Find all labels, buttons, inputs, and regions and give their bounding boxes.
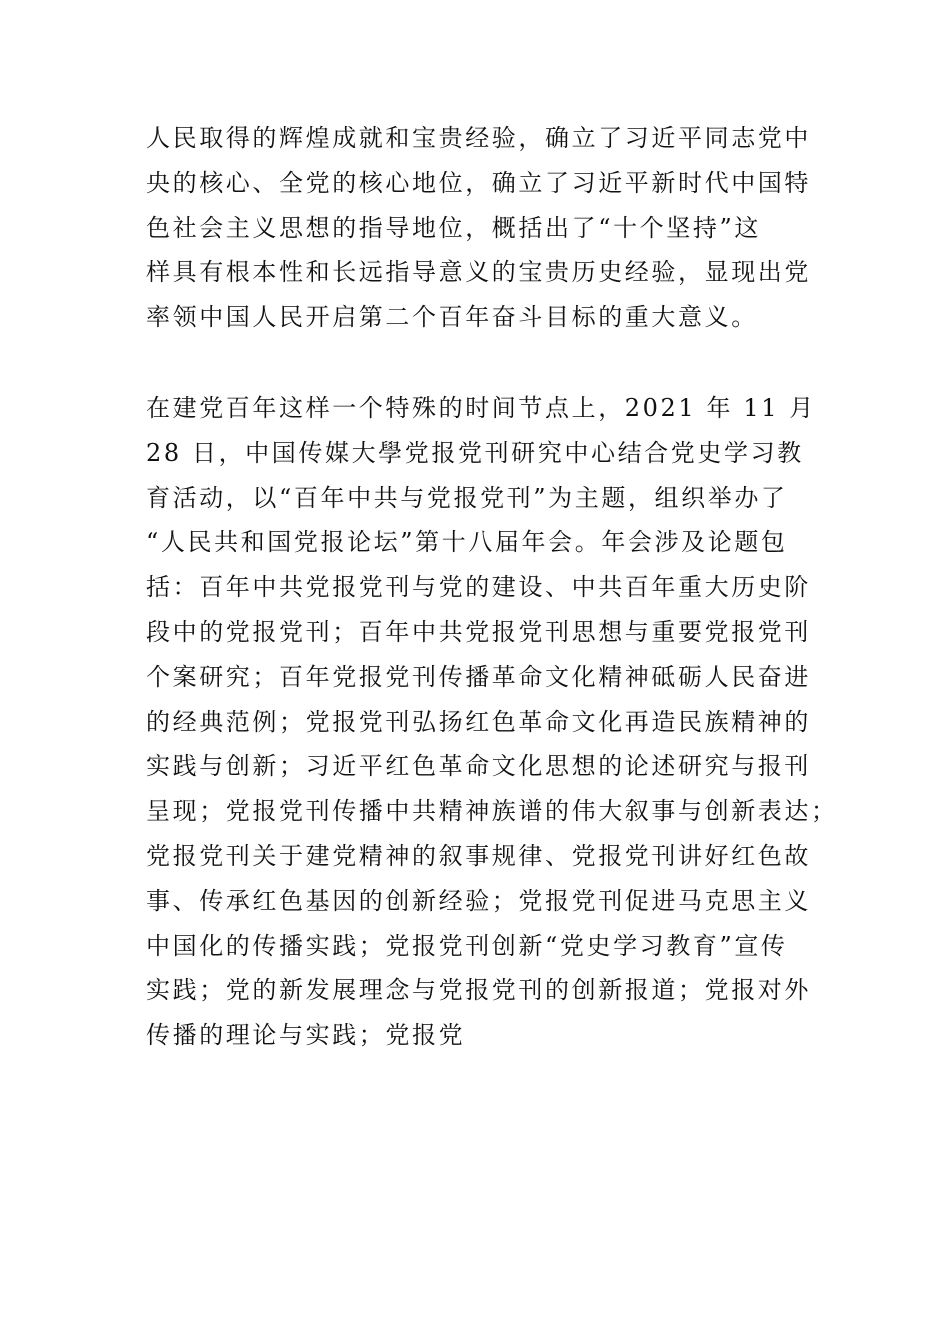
text-line: 28 日，中国传媒大學党报党刊研究中心结合党史学习教 (146, 438, 804, 467)
text-line: “人民共和国党报论坛”第十八届年会。年会涉及论题包 (146, 528, 788, 557)
text-line: 样具有根本性和长远指导意义的宝贵历史经验，显现出党 (146, 258, 811, 287)
text-line: 央的核心、全党的核心地位，确立了习近平新时代中国特 (146, 168, 811, 197)
paragraph-2 (146, 386, 836, 1058)
text-line: 中国化的传播实践；党报党刊创新“党史学习教育”宣传 (146, 931, 788, 960)
text-line: 率领中国人民开启第二个百年奋斗目标的重大意义。 (146, 303, 758, 332)
text-line: 传播的理论与实践；党报党 (146, 1021, 466, 1050)
text-line: 在建党百年这样一个特殊的时间节点上，2021 年 11 月 (146, 394, 816, 422)
text-line: 的经典范例；党报党刊弘扬红色革命文化再造民族精神的 (146, 707, 811, 736)
text-line: 实践与创新；习近平红色革命文化思想的论述研究与报刊 (146, 752, 811, 781)
text-line: 括：百年中共党报党刊与党的建设、中共百年重大历史阶 (146, 573, 811, 602)
text-line: 人民取得的辉煌成就和宝贵经验，确立了习近平同志党中 (146, 124, 811, 152)
text-line: 实践；党的新发展理念与党报党刊的创新报道；党报对外 (146, 976, 811, 1005)
text-line: 色社会主义思想的指导地位，概括出了“十个坚持”这 (146, 213, 761, 242)
text-line: 段中的党报党刊；百年中共党报党刊思想与重要党报党刊 (146, 617, 811, 646)
paragraph-1 (146, 116, 836, 340)
text-line: 个案研究；百年党报党刊传播革命文化精神砥砺人民奋进 (146, 662, 811, 691)
text-line: 呈现；党报党刊传播中共精神族谱的伟大叙事与创新表达； (146, 797, 838, 826)
text-line: 育活动，以“百年中共与党报党刊”为主题，组织举办了 (146, 483, 788, 512)
text-line: 党报党刊关于建党精神的叙事规律、党报党刊讲好红色故 (146, 841, 811, 870)
text-line: 事、传承红色基因的创新经验；党报党刊促进马克思主义 (146, 886, 811, 915)
